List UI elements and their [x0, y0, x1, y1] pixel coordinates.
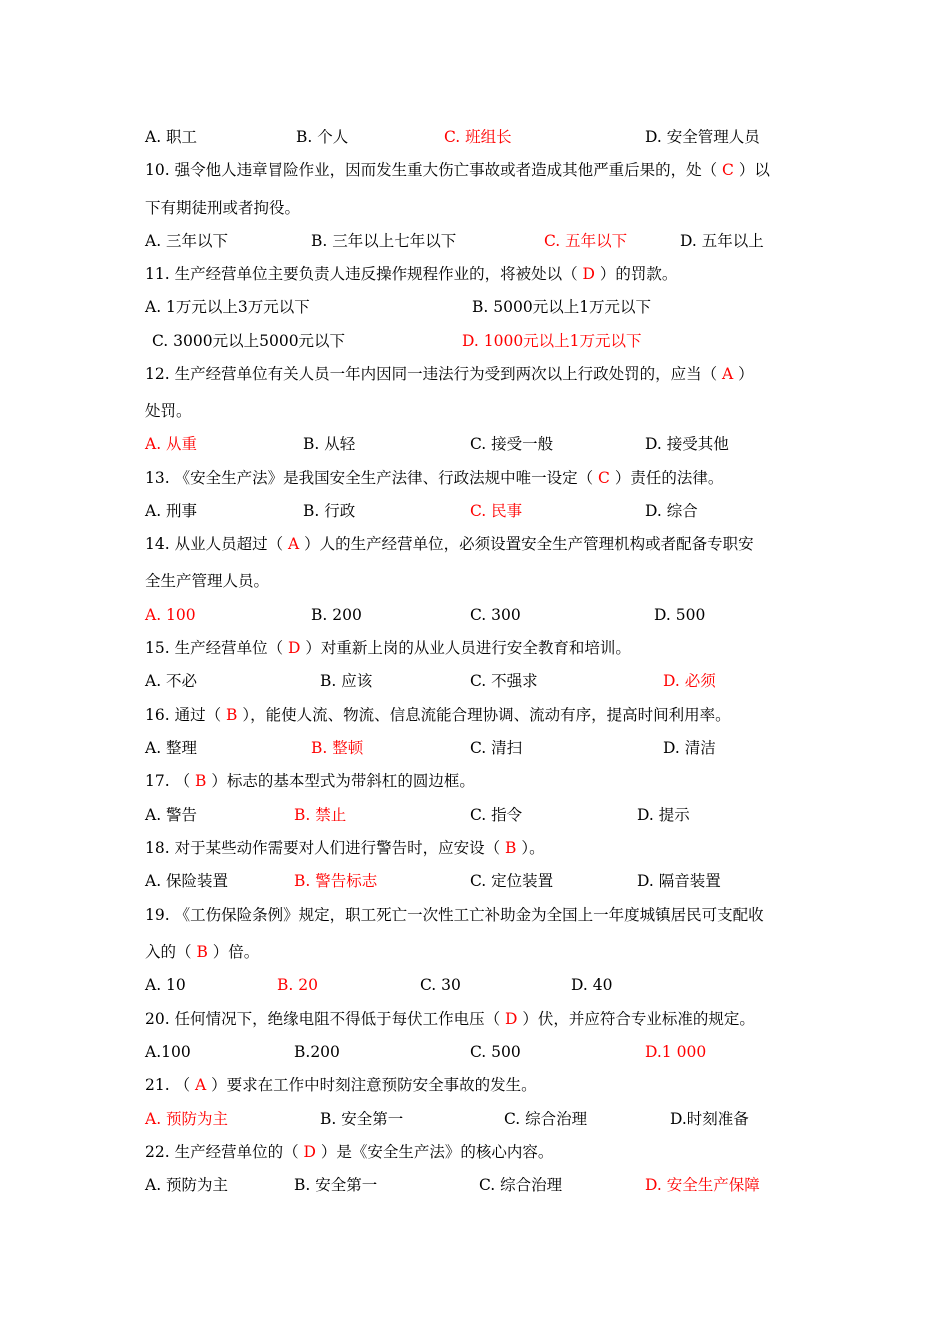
q18-question: 18. 对于某些动作需要对人们进行警告时，应安设（ B ）。 [145, 839, 545, 857]
q9-option-c: C. 班组长 [444, 128, 512, 146]
q16-option-b: B. 整顿 [311, 739, 364, 757]
q12-answer: A [722, 365, 739, 383]
q15-option-a: A. 不必 [145, 672, 198, 690]
q13-question: 13. 《安全生产法》是我国安全生产法律、行政法规中唯一设定（ C ）责任的法律。 [145, 469, 724, 487]
q15-question: 15. 生产经营单位（ D ）对重新上岗的从业人员进行安全教育和培训。 [145, 639, 631, 657]
q15-option-b: B. 应该 [320, 672, 373, 690]
q22-answer: D [303, 1143, 316, 1161]
q21-answer: A [195, 1076, 207, 1094]
q16-option-a: A. 整理 [145, 739, 198, 757]
q13-option-c: C. 民事 [470, 502, 523, 520]
q16-option-c: C. 清扫 [470, 739, 523, 757]
q11-option-d: D. 1000元以上1万元以下 [462, 332, 642, 350]
q10-answer: C [717, 161, 739, 179]
q18-answer: B [505, 839, 517, 857]
q18-option-d: D. 隔音装置 [637, 872, 721, 890]
q21-option-a: A. 预防为主 [145, 1110, 229, 1128]
q10-option-c: C. 五年以下 [544, 232, 628, 250]
q19-option-a: A. 10 [145, 976, 186, 994]
q16-question: 16. 通过（ B ），能使人流、物流、信息流能合理协调、流动有序，提高时间利用率。 [145, 706, 731, 724]
q13-option-d: D. 综合 [645, 502, 698, 520]
q9-option-a: A. 职工 [145, 128, 198, 146]
q18-option-a: A. 保险装置 [145, 872, 229, 890]
q12-question-cont: 处罚。 [145, 402, 192, 420]
q10-question: 10. 强令他人违章冒险作业，因而发生重大伤亡事故或者造成其他严重后果的，处（ C ）以 [145, 161, 770, 179]
q20-option-c: C. 500 [470, 1043, 521, 1061]
q10-option-a: A. 三年以下 [145, 232, 229, 250]
q12-question: 12. 生产经营单位有关人员一年内因同一违法行为受到两次以上行政处罚的，应当（ A ） [145, 365, 754, 383]
q14-option-a: A. 100 [145, 606, 196, 624]
q11-answer: D [582, 265, 600, 283]
q14-question-cont: 全生产管理人员。 [145, 572, 270, 590]
q11-question: 11. 生产经营单位主要负责人违反操作规程作业的，将被处以（ D ）的罚款。 [145, 265, 678, 283]
q20-option-d: D.1 000 [645, 1043, 707, 1061]
q14-option-d: D. 500 [654, 606, 706, 624]
q16-answer: B [226, 706, 243, 724]
q19-question: 19. 《工伤保险条例》规定，职工死亡一次性工亡补助金为全国上一年度城镇居民可支配收 [145, 906, 764, 924]
q20-answer: D [505, 1010, 518, 1028]
q10-option-b: B. 三年以上七年以下 [311, 232, 457, 250]
q21-question: 21. （ A ）要求在工作中时刻注意预防安全事故的发生。 [145, 1076, 537, 1094]
q14-question: 14. 从业人员超过（ A ）人的生产经营单位，必须设置安全生产管理机构或者配备专职安 [145, 535, 754, 553]
q20-question: 20. 任何情况下，绝缘电阻不得低于每伏工作电压（ D ）伏，并应符合专业标准的规定。 [145, 1010, 755, 1028]
q21-option-d: D.时刻准备 [670, 1110, 749, 1128]
q18-option-c: C. 定位装置 [470, 872, 554, 890]
q15-option-c: C. 不强求 [470, 672, 538, 690]
q11-option-c: C. 3000元以上5000元以下 [152, 332, 346, 350]
q20-option-b: B.200 [294, 1043, 340, 1061]
q12-option-c: C. 接受一般 [470, 435, 554, 453]
q16-option-d: D. 清洁 [663, 739, 716, 757]
q19-question-cont: 入的（ B ）倍。 [145, 943, 260, 961]
q21-option-b: B. 安全第一 [320, 1110, 404, 1128]
q22-option-c: C. 综合治理 [479, 1176, 563, 1194]
q14-option-c: C. 300 [470, 606, 521, 624]
q11-option-b: B. 5000元以上1万元以下 [472, 298, 652, 316]
q19-option-c: C. 30 [420, 976, 461, 994]
q17-option-c: C. 指令 [470, 806, 523, 824]
q19-answer: B [196, 943, 208, 961]
q13-option-b: B. 行政 [303, 502, 356, 520]
q17-option-d: D. 提示 [637, 806, 690, 824]
q17-question: 17. （ B ）标志的基本型式为带斜杠的圆边框。 [145, 772, 475, 790]
q17-answer: B [195, 772, 207, 790]
q17-option-b: B. 禁止 [294, 806, 347, 824]
q20-option-a: A.100 [145, 1043, 191, 1061]
q12-option-b: B. 从轻 [303, 435, 356, 453]
q22-option-b: B. 安全第一 [294, 1176, 378, 1194]
q14-answer: A [288, 535, 305, 553]
q9-option-d: D. 安全管理人员 [645, 128, 760, 146]
q12-option-a: A. 从重 [145, 435, 198, 453]
q22-question: 22. 生产经营单位的（ D ）是《安全生产法》的核心内容。 [145, 1143, 554, 1161]
q11-option-a: A. 1万元以上3万元以下 [145, 298, 310, 316]
q10-question-cont: 下有期徒刑或者拘役。 [145, 199, 301, 217]
q13-option-a: A. 刑事 [145, 502, 198, 520]
q14-option-b: B. 200 [311, 606, 362, 624]
q22-option-a: A. 预防为主 [145, 1176, 229, 1194]
q22-option-d: D. 安全生产保障 [645, 1176, 760, 1194]
q13-answer: C [598, 469, 610, 487]
q17-option-a: A. 警告 [145, 806, 198, 824]
q15-option-d: D. 必须 [663, 672, 716, 690]
q9-option-b: B. 个人 [296, 128, 349, 146]
q19-option-b: B. 20 [277, 976, 318, 994]
q21-option-c: C. 综合治理 [504, 1110, 588, 1128]
q15-answer: D [288, 639, 306, 657]
q19-option-d: D. 40 [571, 976, 613, 994]
q10-option-d: D. 五年以上 [680, 232, 764, 250]
q12-option-d: D. 接受其他 [645, 435, 729, 453]
q18-option-b: B. 警告标志 [294, 872, 378, 890]
